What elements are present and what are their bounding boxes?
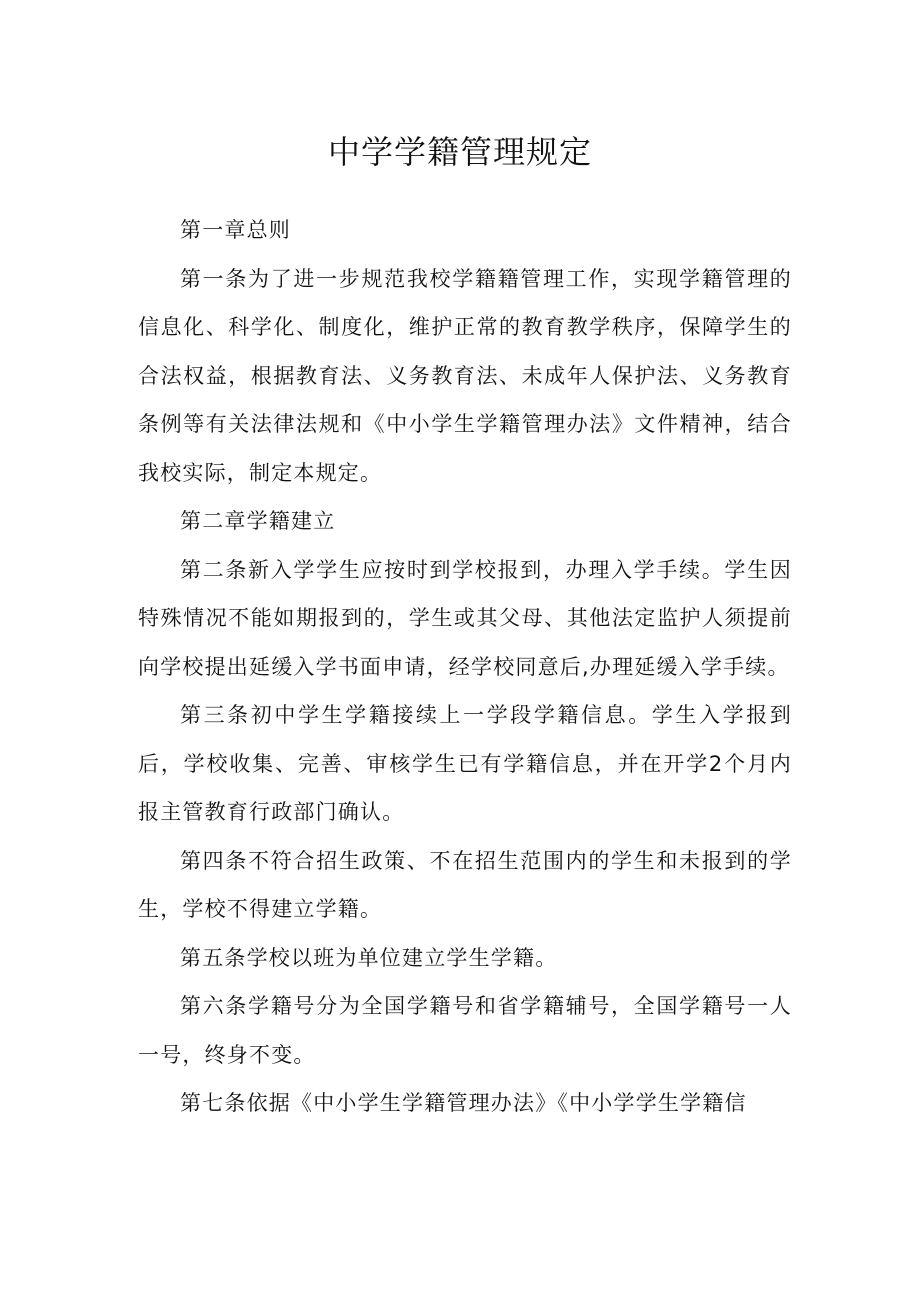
article-paragraph: 第四条不符合招生政策、不在招生范围内的学生和未报到的学生，学校不得建立学籍。 [138, 848, 792, 921]
article-paragraph: 第一条为了进一步规范我校学籍籍管理工作，实现学籍管理的信息化、科学化、制度化，维护正常的教育教学秩序，保障学生的合法权益，根据教育法、义务教育法、未成年人保护法、义务教育条例等有关法律法规和《中小学生学籍管理办法》文件精神，结合我校实际，制定本规定。 [138, 266, 792, 485]
article-paragraph: 第二条新入学学生应按时到学校报到，办理入学手续。学生因特殊情况不能如期报到的，学生或其父母、其他法定监护人须提前向学校提出延缓入学书面申请，经学校同意后,办理延缓入学手续。 [138, 557, 792, 679]
article-paragraph: 第五条学校以班为单位建立学生学籍。 [180, 945, 558, 970]
document-title: 中学学籍管理规定 [327, 133, 592, 171]
chapter-heading: 第一章总则 [180, 218, 291, 242]
article-paragraph: 第三条初中学生学籍接续上一学段学籍信息。学生入学报到后，学校收集、完善、审核学生已有学籍信息，并在开学2个月内报主管教育行政部门确认。 [138, 703, 792, 824]
article-paragraph: 第六条学籍号分为全国学籍号和省学籍辅号，全国学籍号一人一号，终身不变。 [138, 994, 792, 1067]
chapter-heading: 第二章学籍建立 [180, 509, 336, 533]
article-paragraph: 第七条依据《中小学生学籍管理办法》《中小学学生学籍信 [180, 1091, 747, 1115]
document-body [138, 206, 792, 1128]
